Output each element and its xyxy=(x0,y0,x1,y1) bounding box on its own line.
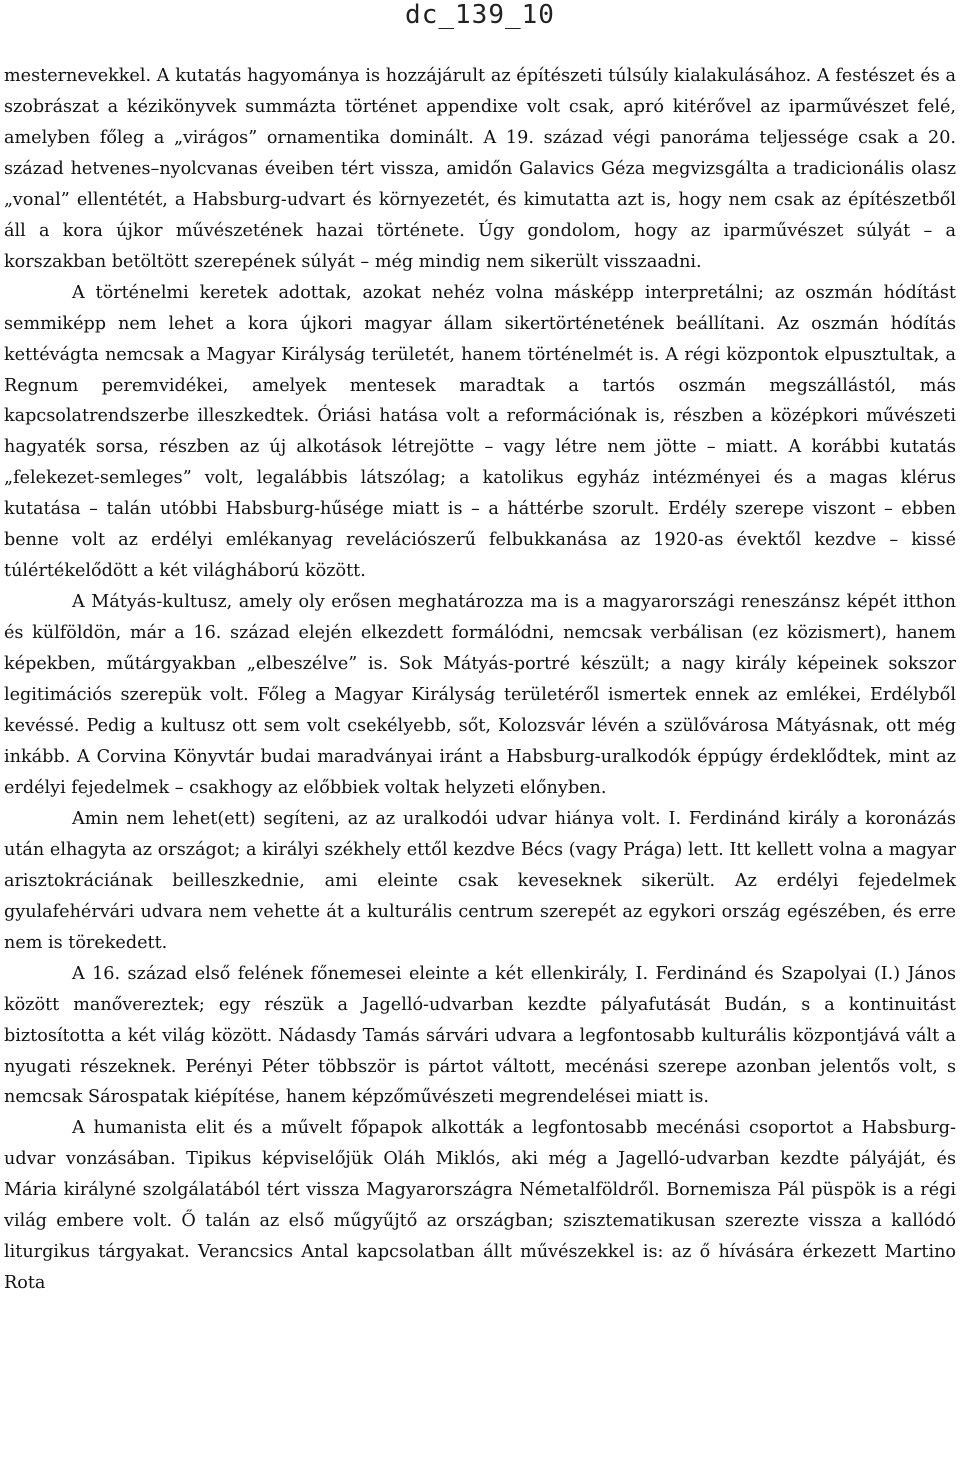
paragraph-1: mesternevekkel. A kutatás hagyománya is hozzájárult az építészeti túlsúly kialakulásához. A festészet és a szobrászat a kézikönyvek summázta történet appendixe volt csak, apró kitérővel az iparművészet felé, amelyben főleg a „virágos” ornamentika dominált. A 19. század végi panoráma teljessége csak a 20. század hetvenes–nyolcvanas éveiben tért vissza, amidőn Galavics Géza megvizsgálta a tradicionális olasz „vonal” ellentétét, a Habsburg-udvart és környezetét, és kimutatta azt is, hogy nem csak az építészetből áll a kora újkor művészetének hazai története. Úgy gondolom, hogy az iparművészet súlyát – a korszakban betöltött szerepének súlyát – még mindig nem sikerült visszaadni. xyxy=(4,66,956,272)
document-body xyxy=(4,61,956,1299)
document-id: dc_139_10 xyxy=(405,0,555,30)
paragraph-2: A történelmi keretek adottak, azokat nehéz volna másképp interpretálni; az oszmán hódítást semmiképp nem lehet a kora újkori magyar állam sikertörténetének beállítani. Az oszmán hódítás kettévágta nemcsak a Magyar Királyság területét, hanem történelmét is. A régi központok elpusztultak, a Regnum peremvidékei, amelyek mentesek maradtak a tartós oszmán megszállástól, más kapcsolatrendszerbe illeszkedtek. Óriási hatása volt a reformációnak is, részben a középkori művészeti hagyaték sorsa, részben az új alkotások létrejötte – vagy létre nem jötte – miatt. A korábbi kutatás „felekezet-semleges” volt, legalábbis látszólag; a katolikus egyház intézményei és a magas klérus kutatása – talán utóbbi Habsburg-hűsége miatt is – a háttérbe szorult. Erdély szerepe viszont – ebben benne volt az erdélyi emlékanyag revelációszerű felbukkanása az 1920-as évektől kezdve – kissé túlértékelődött a két világháború között. xyxy=(4,282,956,582)
page-header xyxy=(0,0,960,40)
paragraph-3: A Mátyás-kultusz, amely oly erősen meghatározza ma is a magyarországi reneszánsz képét itthon és külföldön, már a 16. század elején elkezdett formálódni, nemcsak verbálisan (ez közismert), hanem képekben, műtárgyakban „elbeszélve” is. Sok Mátyás-portré készült; a nagy király képeinek sokszor legitimációs szerepük volt. Főleg a Magyar Királyság területéről ismertek ennek az emlékei, Erdélyből kevéssé. Pedig a kultusz ott sem volt csekélyebb, sőt, Kolozsvár lévén a szülővárosa Mátyásnak, ott még inkább. A Corvina Könyvtár budai maradványai iránt a Habsburg-uralkodók éppúgy érdeklődtek, mint az erdélyi fejedelmek – csakhogy az előbbiek voltak helyzeti előnyben. xyxy=(4,592,956,798)
paragraph-6: A humanista elit és a művelt főpapok alkották a legfontosabb mecénási csoportot a Habsburg-udvar vonzásában. Tipikus képviselőjük Oláh Miklós, aki még a Jagelló-udvarban kezdte pályáját, és Mária királyné szolgálatából tért vissza Magyarországra Németalföldről. Bornemisza Pál püspök is a régi világ embere volt. Ő talán az első műgyűjtő az országban; szisztematikusan szerezte vissza a kallódó liturgikus tárgyakat. Verancsics Antal kapcsolatban állt művészekkel is: az ő hívására érkezett Martino Rota xyxy=(4,1118,956,1294)
paragraph-4: Amin nem lehet(ett) segíteni, az az uralkodói udvar hiánya volt. I. Ferdinánd király a koronázás után elhagyta az országot; a királyi székhely ettől kezdve Bécs (vagy Prága) lett. Itt kellett volna a magyar arisztokráciának beilleszkednie, ami eleinte csak keveseknek sikerült. Az erdélyi fejedelmek gyulafehérvári udvara nem vehette át a kulturális centrum szerepét az egykori ország egészében, és erre nem is törekedett. xyxy=(4,808,956,953)
paragraph-5: A 16. század első felének főnemesei eleinte a két ellenkirály, I. Ferdinánd és Szapolyai (I.) János között manővereztek; egy részük a Jagelló-udvarban kezdte pályafutását Budán, s a kontinuitást biztosította a két világ között. Nádasdy Tamás sárvári udvara a legfontosabb kulturális központjává vált a nyugati részeknek. Perényi Péter többször is pártot váltott, mecénási szerepe azonban jelentős volt, s nemcsak Sárospatak kiépítése, hanem képzőművészeti megrendelései miatt is. xyxy=(4,963,956,1108)
